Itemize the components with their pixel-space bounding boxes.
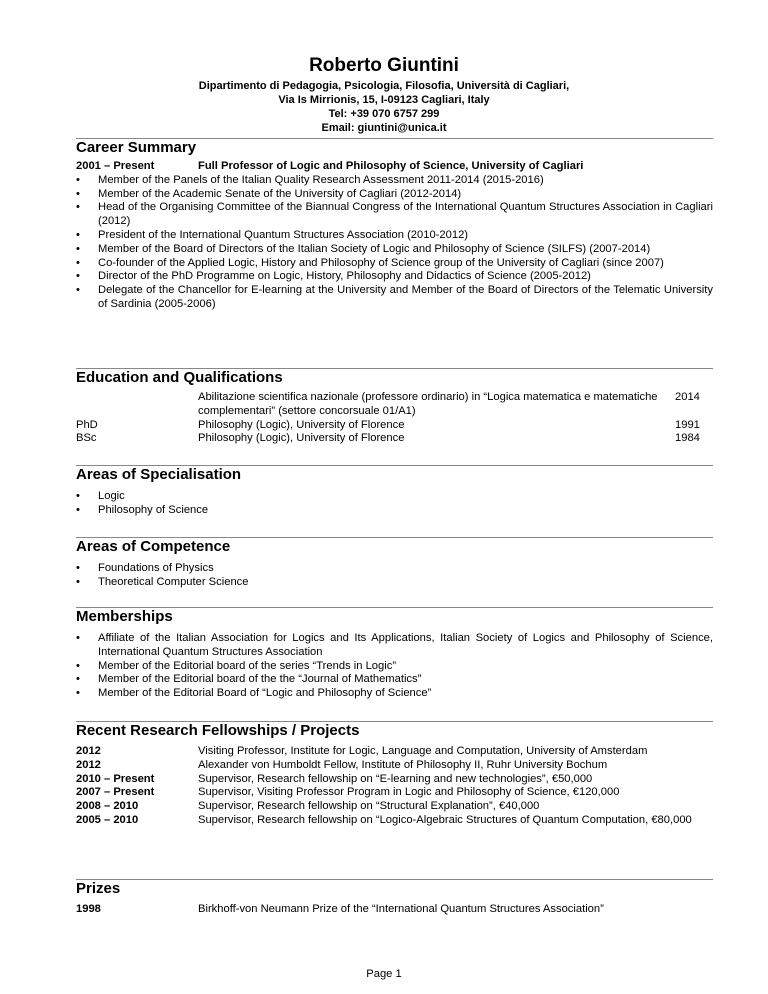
bullet-item: [76, 673, 713, 687]
qualification: Philosophy (Logic), University of Florence: [198, 418, 405, 431]
bullet-icon: •: [76, 503, 80, 516]
section-title: Memberships: [76, 608, 173, 625]
career-list: [76, 174, 713, 312]
bullet-icon: •: [76, 256, 80, 269]
year: 2014: [675, 391, 700, 403]
degree: PhD: [76, 418, 98, 431]
bullet-icon: •: [76, 187, 80, 200]
education-table: [76, 391, 713, 446]
fellowships-section: [76, 721, 713, 828]
affiliation: Dipartimento di Pedagogia, Psicologia, Filosofia, Università di Cagliari,: [198, 80, 570, 92]
fellowship-desc: Alexander von Humboldt Fellow, Institute of Philosophy II, Ruhr University Bochum: [198, 758, 608, 771]
fellowship-desc: Supervisor, Research fellowship on “Logico-Algebraic Structures of Quantum Computation, €80,000: [198, 813, 692, 826]
bullet-item: [76, 257, 713, 271]
career-section: [76, 138, 713, 312]
bullet-text: Foundations of Physics: [98, 562, 214, 574]
fellowship-row: [76, 786, 713, 800]
prize-year: 1998: [76, 903, 101, 915]
bullet-text: Member of the Academic Senate of the University of Cagliari (2012-2014): [98, 187, 462, 200]
period: 2012: [76, 758, 101, 771]
bullet-icon: •: [76, 562, 80, 574]
prizes-table: [76, 903, 713, 917]
fellowship-desc: Supervisor, Visiting Professor Program in Logic and Philosophy of Science, €120,000: [198, 786, 620, 799]
bullet-item: [76, 284, 713, 312]
bullet-item: [76, 229, 713, 243]
prizes-section: [76, 879, 713, 917]
bullet-text: Member of the Board of Directors of the Italian Society of Logic and Philosophy of Science (SILFS) (2007-2014): [98, 242, 651, 255]
fellowship-desc: Visiting Professor, Institute for Logic, Language and Computation, University of Amsterdam: [198, 745, 648, 757]
prize-row: [76, 903, 713, 917]
bullet-text: Member of the Panels of the Italian Quality Research Assessment 2011-2014 (2015-2016): [98, 173, 544, 186]
bullet-item: [76, 188, 713, 202]
bullet-text: Head of the Organising Committee of the Biannual Congress of the International Quantum Structures Association in Cagliari (2012): [98, 201, 713, 228]
fellowship-row: [76, 759, 713, 773]
bullet-text: Member of the Editorial board of the the “Journal of Mathematics”: [98, 673, 422, 686]
section-title: Recent Research Fellowships / Projects: [76, 722, 360, 739]
bullet-text: Member of the Editorial Board of “Logic and Philosophy of Science”: [98, 687, 432, 700]
bullet-item: [76, 562, 713, 576]
bullet-item: [76, 490, 713, 504]
period: 2007 – Present: [76, 786, 155, 799]
bullet-icon: •: [76, 659, 80, 672]
bullet-icon: •: [76, 687, 80, 700]
bullet-text: President of the International Quantum Structures Association (2010-2012): [98, 228, 469, 241]
memberships-list: [76, 632, 713, 701]
bullet-icon: •: [76, 490, 80, 502]
fellowship-row: [76, 773, 713, 787]
person-name: Roberto Giuntini: [309, 55, 459, 76]
qualification: Philosophy (Logic), University of Florence: [198, 432, 405, 445]
bullet-icon: •: [76, 201, 80, 214]
bullet-item: [76, 632, 713, 660]
competence-list: [76, 562, 713, 590]
bullet-item: [76, 660, 713, 674]
bullet-text: Delegate of the Chancellor for E-learning at the University and Member of the Board of Directors of the Telematic University of Sardinia (2005-2006): [98, 284, 713, 310]
specialisation-list: [76, 490, 713, 518]
bullet-item: [76, 243, 713, 257]
period: 2012: [76, 745, 101, 757]
fellowships-table: [76, 745, 713, 828]
career-period: 2001 – Present: [76, 160, 155, 172]
bullet-icon: •: [76, 228, 80, 241]
page-number: Page 1: [366, 968, 402, 980]
prize-desc: Birkhoff-von Neumann Prize of the “International Quantum Structures Association”: [198, 903, 604, 915]
bullet-item: [76, 687, 713, 701]
section-title: Prizes: [76, 880, 121, 897]
bullet-icon: •: [76, 284, 80, 297]
qualification: Abilitazione scientifica nazionale (professore ordinario) in “Logica matematica e matematiche complementari” (settore concorsuale 01/A1): [198, 391, 658, 417]
address: Via Is Mirrionis, 15, I-09123 Cagliari, Italy: [278, 94, 490, 106]
telephone: Tel: +39 070 6757 299: [328, 108, 440, 120]
bullet-icon: •: [76, 632, 80, 644]
education-row: [76, 391, 713, 419]
period: 2010 – Present: [76, 772, 155, 785]
bullet-text: Director of the PhD Programme on Logic, History, Philosophy and Didactics of Science (2005-2012): [98, 270, 591, 283]
cv-header: [0, 55, 768, 135]
education-row: [76, 419, 713, 433]
fellowship-desc: Supervisor, Research fellowship on “E-learning and new technologies”, €50,000: [198, 772, 593, 785]
bullet-text: Affiliate of the Italian Association for Logics and Its Applications, Italian Society of Logics and Philosophy of Science, International Quantum Structures Association: [98, 632, 713, 658]
email: Email: giuntini@unica.it: [321, 122, 447, 134]
section-title: Education and Qualifications: [76, 369, 283, 386]
bullet-item: [76, 270, 713, 284]
memberships-section: [76, 607, 713, 701]
bullet-item: [76, 174, 713, 188]
year: 1991: [675, 418, 700, 431]
competence-section: [76, 537, 713, 590]
section-title: Areas of Specialisation: [76, 466, 242, 483]
bullet-text: Theoretical Computer Science: [98, 575, 249, 588]
section-title: Career Summary: [76, 139, 197, 156]
education-row: [76, 432, 713, 446]
specialisation-section: [76, 465, 713, 518]
period: 2005 – 2010: [76, 813, 139, 826]
bullet-text: Philosophy of Science: [98, 503, 209, 516]
bullet-text: Member of the Editorial board of the series “Trends in Logic”: [98, 659, 397, 672]
bullet-icon: •: [76, 173, 80, 186]
section-title: Areas of Competence: [76, 538, 231, 555]
bullet-icon: •: [76, 242, 80, 255]
degree: [76, 391, 198, 419]
period: 2008 – 2010: [76, 800, 139, 813]
bullet-item: [76, 576, 713, 590]
bullet-text: Co-founder of the Applied Logic, History and Philosophy of Science group of the University of Cagliari (since 2007): [98, 256, 664, 269]
bullet-text: Logic: [98, 490, 125, 502]
year: 1984: [675, 432, 700, 445]
bullet-icon: •: [76, 575, 80, 588]
fellowship-desc: Supervisor, Research fellowship on “Structural Explanation”, €40,000: [198, 800, 540, 813]
fellowship-row: [76, 745, 713, 759]
career-position: Full Professor of Logic and Philosophy of Science, University of Cagliari: [198, 160, 584, 172]
bullet-icon: •: [76, 270, 80, 283]
fellowship-row: [76, 814, 713, 828]
bullet-icon: •: [76, 673, 80, 686]
education-section: [76, 368, 713, 446]
bullet-item: [76, 201, 713, 229]
fellowship-row: [76, 800, 713, 814]
bullet-item: [76, 504, 713, 518]
degree: BSc: [76, 432, 97, 445]
